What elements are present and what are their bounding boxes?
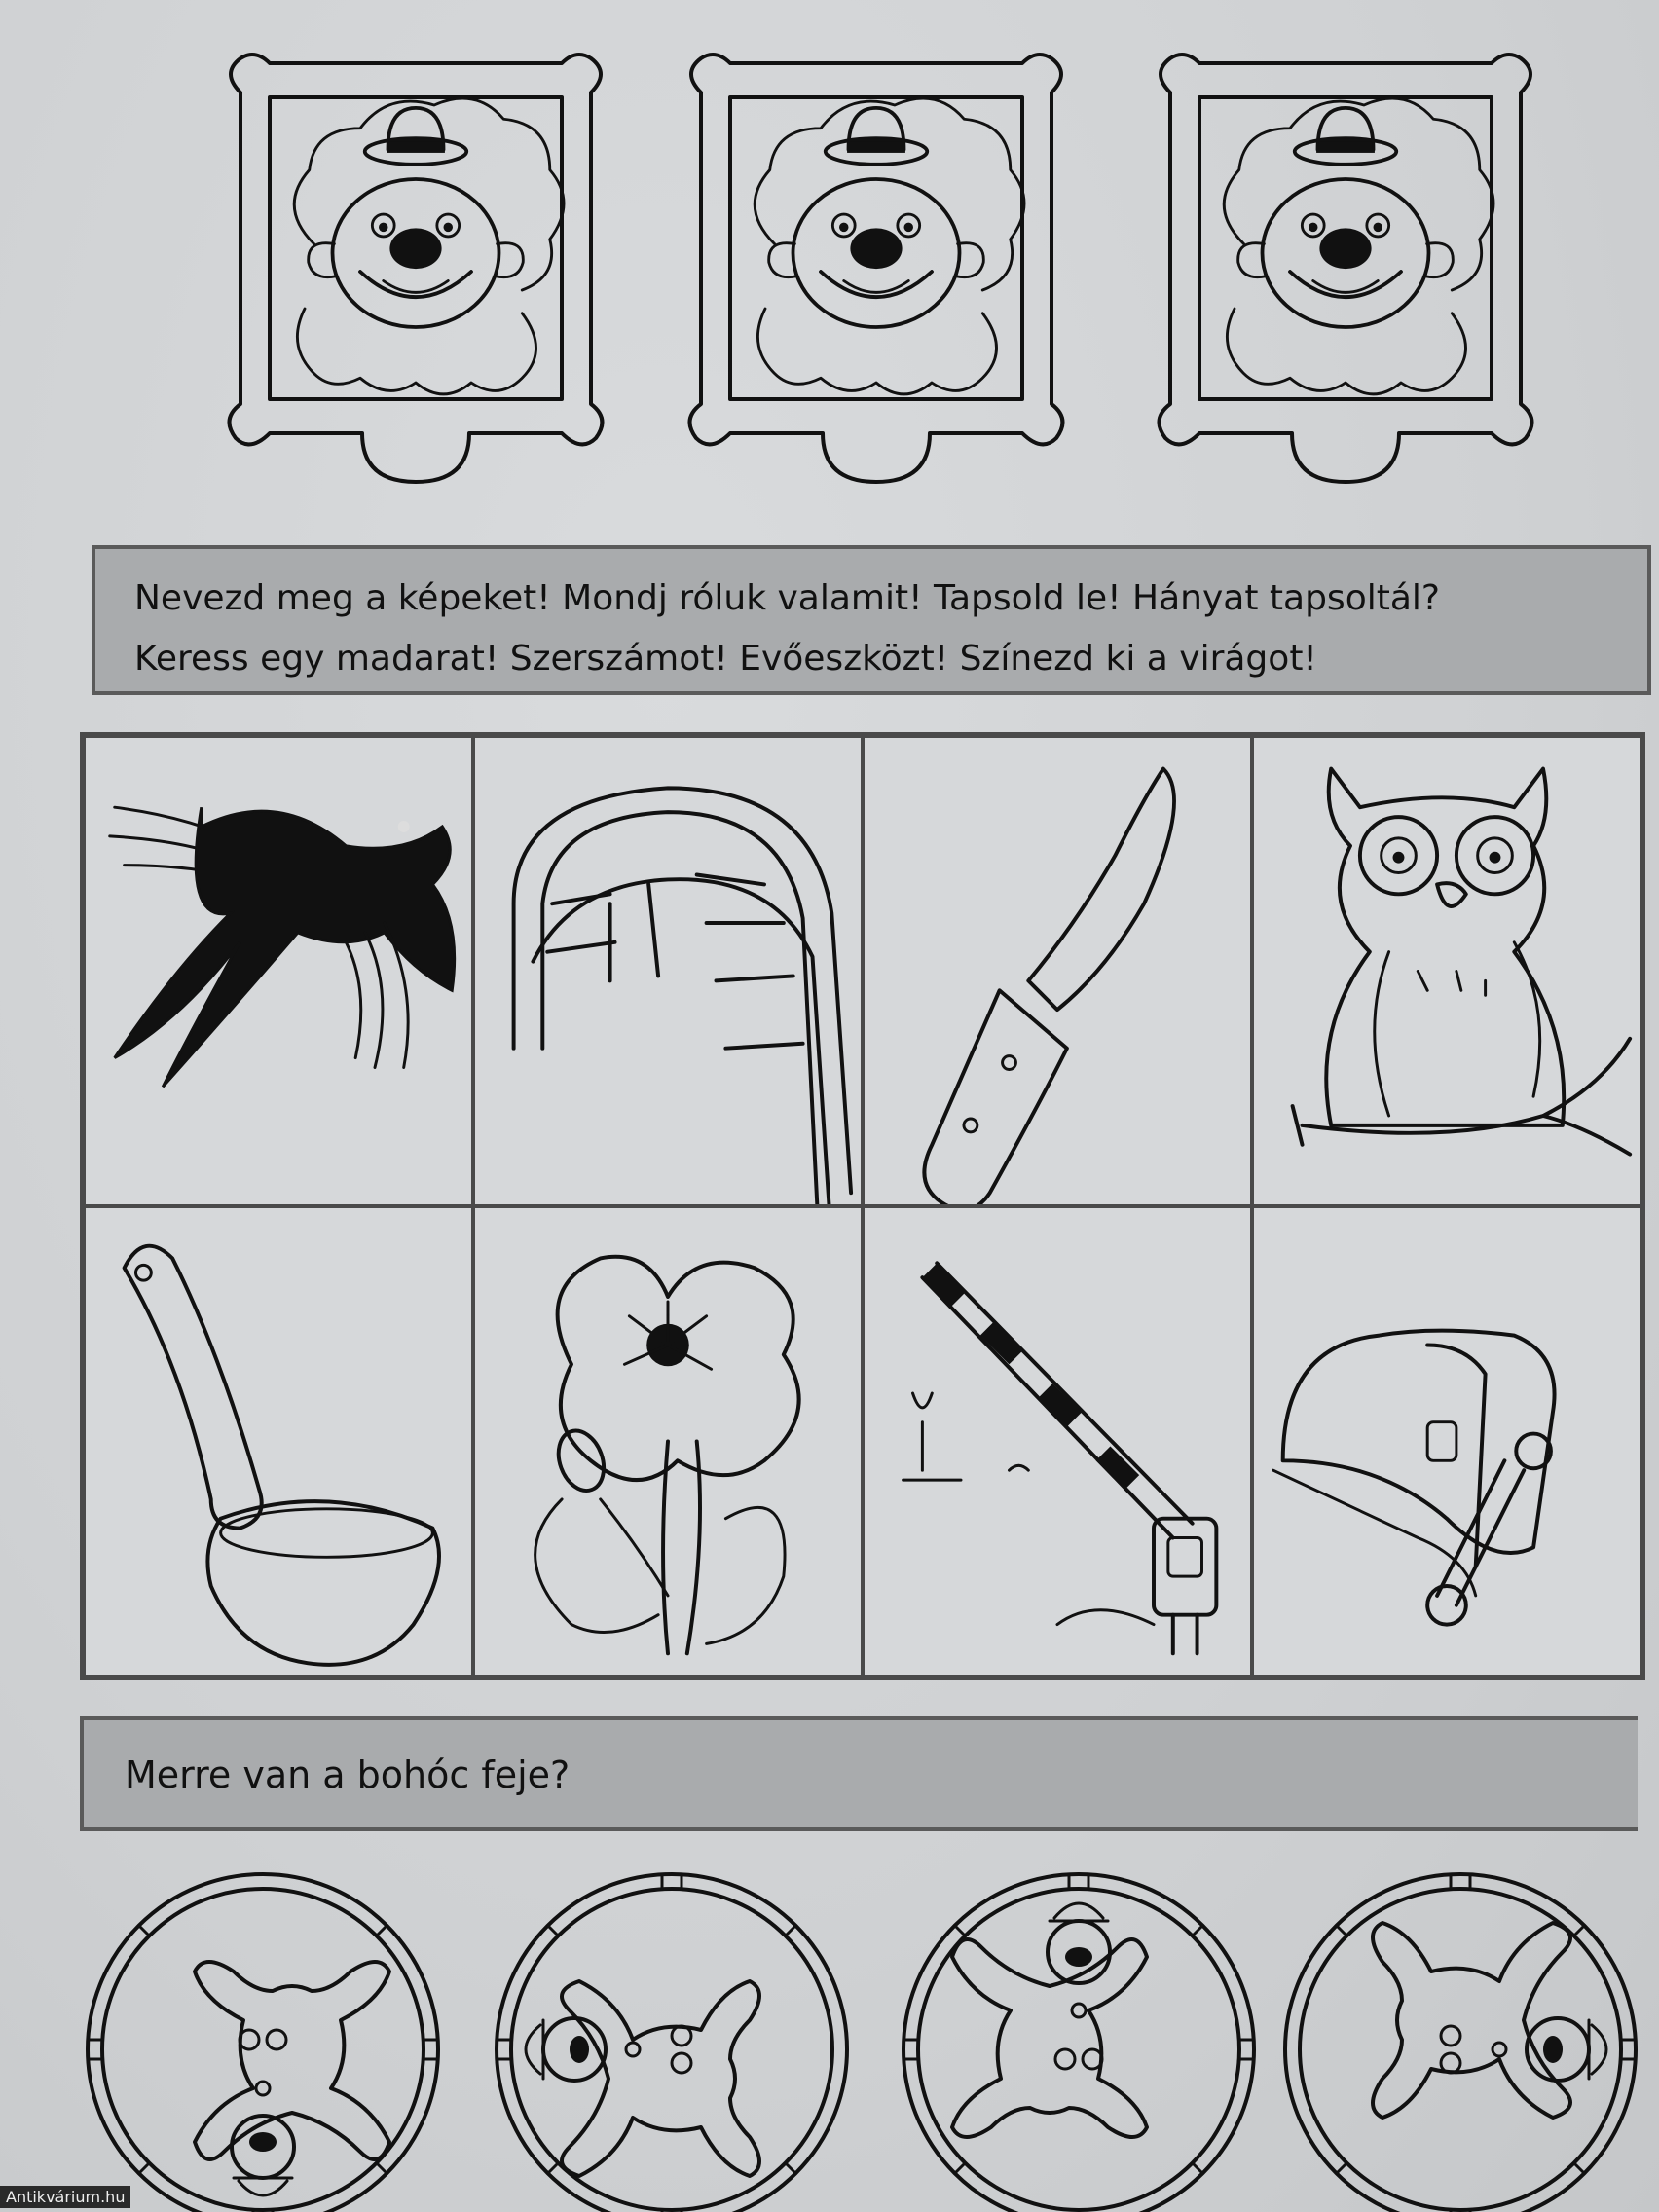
ladle-icon	[86, 1208, 471, 1675]
climbing-frame-icon	[475, 738, 861, 1204]
watermark: Antikvárium.hu	[0, 2186, 130, 2208]
grid-cell-owl[interactable]	[1252, 736, 1641, 1206]
picture-grid	[80, 732, 1645, 1680]
clown-frames-row	[0, 0, 1659, 545]
knife-icon	[865, 738, 1250, 1204]
grid-cell-vise[interactable]	[1252, 1206, 1641, 1677]
owl-icon	[1254, 738, 1640, 1204]
swallow-bird-icon	[86, 738, 471, 1204]
instruction-line-2: Keress egy madarat! Szerszámot! Evőeszközt! Színezd ki a virágot!	[134, 639, 1317, 679]
instruction-question: Merre van a bohóc feje?	[125, 1753, 571, 1796]
grid-cell-ladle[interactable]	[84, 1206, 473, 1677]
instruction-box-secondary	[80, 1716, 1638, 1831]
grid-cell-barrier[interactable]	[863, 1206, 1252, 1677]
grid-cell-poppy[interactable]	[473, 1206, 863, 1677]
vise-icon	[1254, 1208, 1640, 1675]
clown-wheels-row	[0, 1860, 1659, 2212]
grid-cell-knife[interactable]	[863, 736, 1252, 1206]
poppy-flower-icon	[475, 1208, 861, 1675]
instruction-line-1: Nevezd meg a képeket! Mondj róluk valamit! Tapsold le! Hányat tapsoltál?	[134, 578, 1440, 618]
barrier-gate-icon	[865, 1208, 1250, 1675]
grid-cell-swallow[interactable]	[84, 736, 473, 1206]
instruction-box-main	[92, 545, 1651, 695]
grid-cell-climbing-frame[interactable]	[473, 736, 863, 1206]
